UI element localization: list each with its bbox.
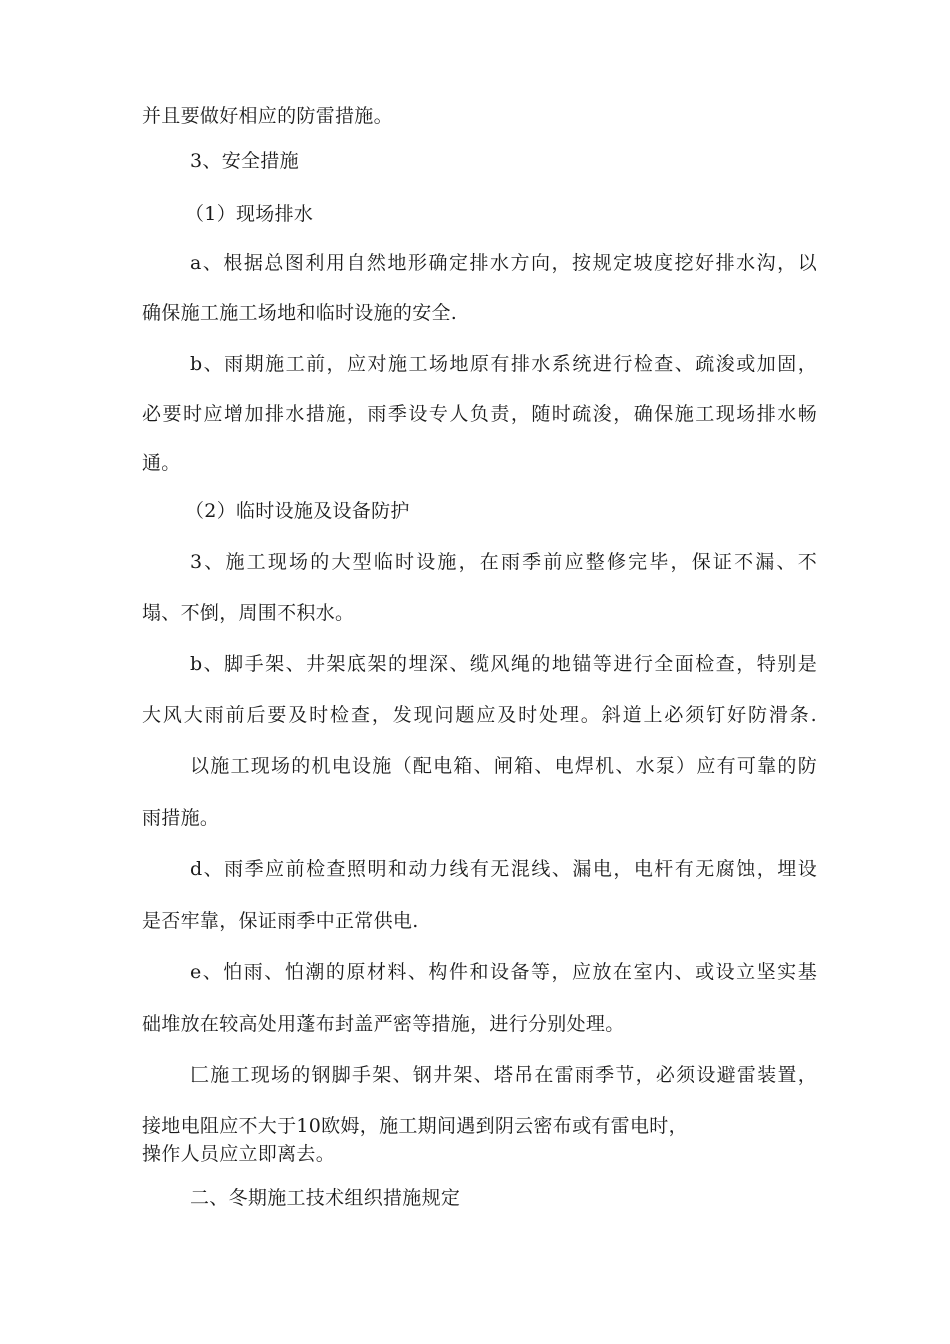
section-heading-winter: 二、冬期施工技术组织措施规定 (190, 1187, 461, 1209)
text-line-8: 通。 (142, 452, 181, 474)
text-line-14: 以施工现场的机电设施（配电箱、闸箱、电焊机、水泵）应有可靠的防 (190, 755, 817, 777)
text-line-16: d、雨季应前检查照明和动力线有无混线、漏电，电杆有无腐蚀，埋设 (190, 858, 817, 880)
subsection-heading-facilities: （2）临时设施及设备防护 (185, 500, 410, 522)
text-line-4: a、根据总图利用自然地形确定排水方向，按规定坡度挖好排水沟，以 (190, 252, 817, 274)
text-line-10: 3、施工现场的大型临时设施，在雨季前应整修完毕，保证不漏、不 (190, 551, 817, 573)
text-line-22: 操作人员应立即离去。 (142, 1143, 336, 1165)
text-line-13: 大风大雨前后要及时检查，发现问题应及时处理。斜道上必须钉好防滑条. (142, 704, 817, 726)
text-line-6: b、雨期施工前，应对施工场地原有排水系统进行检查、疏浚或加固， (190, 353, 817, 375)
text-line-20: 匚施工现场的钢脚手架、钢井架、塔吊在雷雨季节，必须设避雷装置， (190, 1064, 817, 1086)
subsection-heading-drainage: （1）现场排水 (185, 203, 314, 225)
text-line-11: 塌、不倒，周围不积水。 (142, 602, 355, 624)
text-line-15: 雨措施。 (142, 807, 220, 829)
text-line-21: 接地电阻应不大于10欧姆，施工期间遇到阴云密布或有雷电时， (142, 1115, 688, 1137)
text-line-18: e、怕雨、怕潮的原材料、构件和设备等，应放在室内、或设立坚实基 (190, 961, 817, 983)
text-line-17: 是否牢靠，保证雨季中正常供电. (142, 910, 419, 932)
text-line-7: 必要时应增加排水措施，雨季设专人负责，随时疏浚，确保施工现场排水畅 (142, 403, 817, 425)
section-heading-safety: 3、安全措施 (190, 150, 299, 172)
text-line-19: 础堆放在较高处用蓬布封盖严密等措施，进行分别处理。 (142, 1013, 625, 1035)
text-line-5: 确保施工施工场地和临时设施的安全. (142, 302, 458, 324)
text-line-1: 并且要做好相应的防雷措施。 (142, 105, 393, 127)
text-line-12: b、脚手架、井架底架的埋深、缆风绳的地锚等进行全面检查，特别是 (190, 653, 817, 675)
